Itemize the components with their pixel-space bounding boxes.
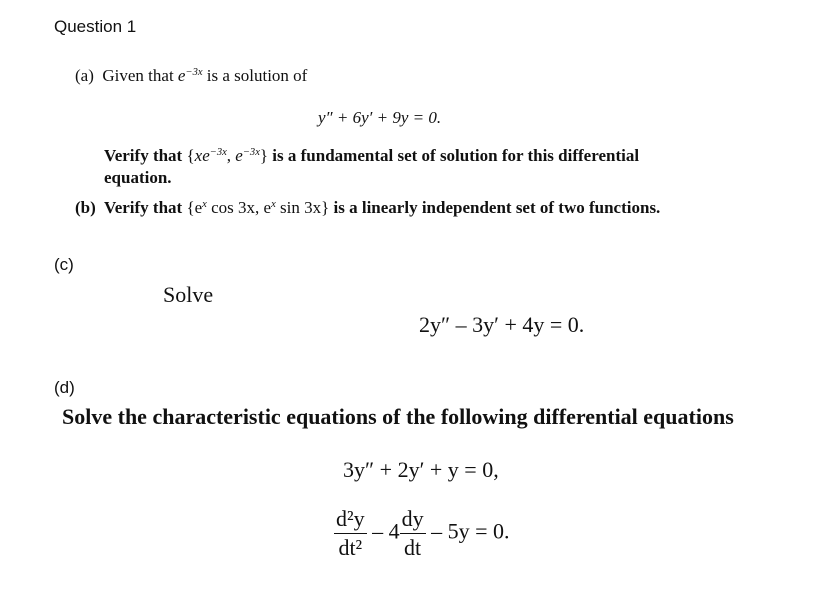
- part-b-set-exp-1: x: [202, 199, 207, 211]
- part-a-verify-tail-2: equation.: [104, 168, 172, 187]
- part-b-set: [186, 198, 329, 217]
- part-b-line: [75, 198, 660, 218]
- part-a-set-close: }: [259, 146, 269, 165]
- part-a-intro-line: [75, 66, 307, 86]
- part-c-solve: Solve: [163, 282, 214, 307]
- part-d-eq2-num1: d²y: [334, 506, 367, 534]
- part-b-label: (b): [75, 198, 96, 217]
- part-d-label: (d): [54, 378, 75, 397]
- part-a-ode: y″ + 6y′ + 9y = 0.: [318, 108, 442, 127]
- part-a-set-comma: ,: [226, 146, 236, 165]
- part-a-verify-tail-1: is a fundamental set of solution for this differential: [272, 146, 640, 165]
- part-a-label: (a): [75, 66, 94, 85]
- part-a-func-exp: −3x: [185, 67, 203, 79]
- part-a-verify-start: Verify that: [104, 146, 183, 165]
- question-title: Question 1: [54, 17, 137, 36]
- part-a-intro-tail: is a solution of: [206, 66, 308, 85]
- part-d-instruction: Solve the characteristic equations of the following differential equations: [62, 404, 734, 429]
- part-d-eq2-tail: – 5y = 0.: [425, 518, 510, 544]
- part-b-set-3: sin 3x}: [275, 198, 330, 217]
- part-a-set-open: {: [186, 146, 195, 165]
- part-d-eq2-num2: dy: [400, 506, 426, 534]
- part-a-set-exp1: −3x: [209, 147, 227, 159]
- part-c-equation: 2y″ – 3y′ + 4y = 0.: [419, 312, 585, 337]
- part-d-eq2: [334, 506, 510, 561]
- part-c-label: (c): [54, 255, 74, 274]
- part-a-func-base: e: [177, 66, 186, 85]
- part-a-set: [186, 146, 268, 165]
- part-d-eq2-den2: dt: [404, 535, 422, 560]
- part-b-text-start: Verify that: [103, 198, 183, 217]
- part-a-intro: Given that: [102, 66, 174, 85]
- part-d-eq2-den1: dt²: [338, 535, 363, 560]
- part-a-set-e2: e: [235, 146, 243, 165]
- part-b-set-2: cos 3x, e: [206, 198, 272, 217]
- part-b-set-1: {e: [186, 198, 203, 217]
- part-d-eq2-frac1: [334, 506, 367, 561]
- part-d-eq2-frac2: [400, 506, 426, 561]
- part-d-eq2-mid: – 4: [366, 518, 400, 544]
- part-a-set-exp2: −3x: [242, 147, 260, 159]
- part-b-set-exp-2: x: [271, 199, 276, 211]
- part-d-eq1: 3y″ + 2y′ + y = 0,: [343, 457, 499, 482]
- part-a-verify-line: [104, 146, 639, 166]
- part-a-set-x: x: [194, 146, 203, 165]
- part-b-text-tail: is a linearly independent set of two functions.: [333, 198, 661, 217]
- part-a-set-e1: e: [202, 146, 210, 165]
